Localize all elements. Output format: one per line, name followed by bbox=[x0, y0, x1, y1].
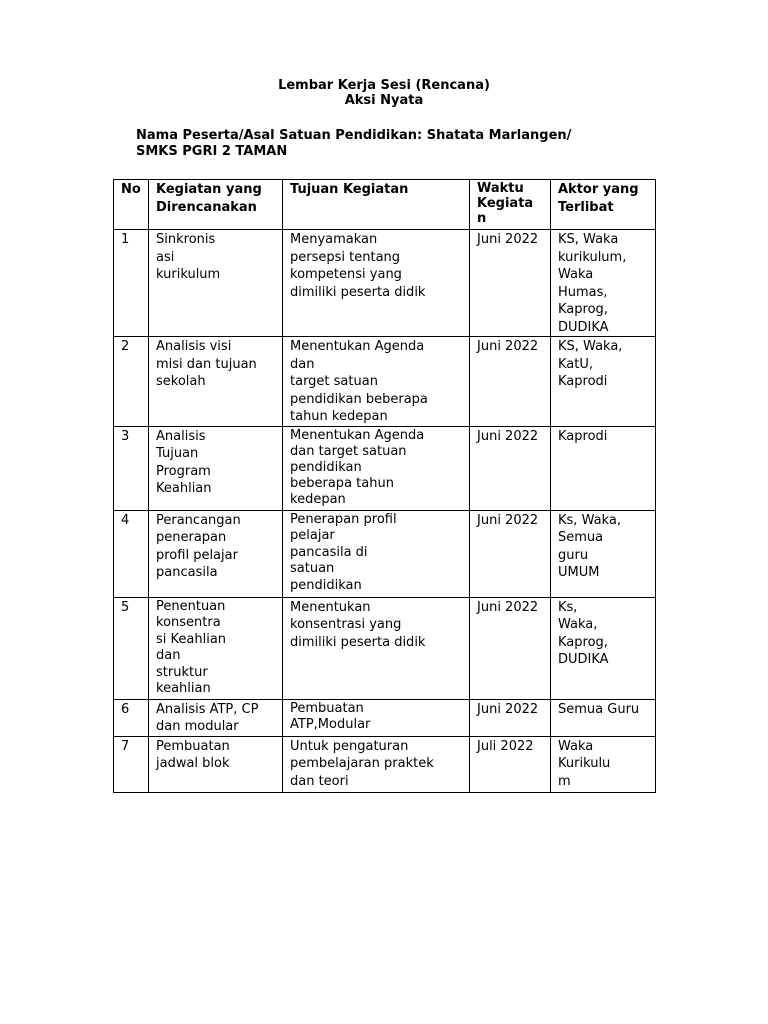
cell-waktu: Juni 2022 bbox=[470, 510, 551, 597]
cell-no: 6 bbox=[114, 699, 149, 736]
cell-tujuan: Menentukan Agenda dan target satuan pendidikan beberapa tahun kedepan bbox=[283, 337, 470, 427]
cell-kegiatan: Sinkronis asi kurikulum bbox=[149, 230, 283, 337]
cell-waktu: Juli 2022 bbox=[470, 736, 551, 792]
table-row bbox=[114, 510, 656, 597]
cell-aktor: Ks, Waka, Semua guru UMUM bbox=[551, 510, 656, 597]
cell-kegiatan: Analisis ATP, CP dan modular bbox=[149, 699, 283, 736]
cell-waktu: Juni 2022 bbox=[470, 230, 551, 337]
cell-aktor: Semua Guru bbox=[551, 699, 656, 736]
cell-waktu: Juni 2022 bbox=[470, 597, 551, 699]
cell-kegiatan: Analisis Tujuan Program Keahlian bbox=[149, 426, 283, 510]
header-tujuan: Tujuan Kegiatan bbox=[283, 180, 470, 230]
header-kegiatan: Kegiatan yang Direncanakan bbox=[149, 180, 283, 230]
header-aktor: Aktor yang Terlibat bbox=[551, 180, 656, 230]
activity-plan-table bbox=[113, 179, 656, 793]
cell-no: 3 bbox=[114, 426, 149, 510]
cell-no: 1 bbox=[114, 230, 149, 337]
cell-no: 4 bbox=[114, 510, 149, 597]
document-subtitle: Aksi Nyata bbox=[344, 93, 424, 108]
table-row bbox=[114, 699, 656, 736]
cell-kegiatan: Penentuan konsentra si Keahlian dan struktur keahlian bbox=[149, 597, 283, 699]
cell-waktu: Juni 2022 bbox=[470, 337, 551, 427]
cell-waktu: Juni 2022 bbox=[470, 699, 551, 736]
cell-kegiatan: Pembuatan jadwal blok bbox=[149, 736, 283, 792]
cell-waktu: Juni 2022 bbox=[470, 426, 551, 510]
table-row bbox=[114, 736, 656, 792]
cell-tujuan: Untuk pengaturan pembelajaran praktek dan teori bbox=[283, 736, 470, 792]
cell-aktor: KS, Waka, KatU, Kaprodi bbox=[551, 337, 656, 427]
cell-aktor: KS, Waka kurikulum, Waka Humas, Kaprog, DUDIKA bbox=[551, 230, 656, 337]
document-title: Lembar Kerja Sesi (Rencana) bbox=[278, 78, 490, 93]
header-no: No bbox=[114, 180, 149, 230]
cell-no: 2 bbox=[114, 337, 149, 427]
cell-tujuan: Pembuatan ATP,Modular bbox=[283, 699, 470, 736]
table-row bbox=[114, 337, 656, 427]
cell-aktor: Kaprodi bbox=[551, 426, 656, 510]
cell-aktor: Waka Kurikulu m bbox=[551, 736, 656, 792]
cell-no: 7 bbox=[114, 736, 149, 792]
header-waktu: Waktu Kegiata n bbox=[470, 180, 551, 230]
cell-aktor: Ks, Waka, Kaprog, DUDIKA bbox=[551, 597, 656, 699]
table-row bbox=[114, 597, 656, 699]
cell-tujuan: Menentukan Agenda dan target satuan pendidikan beberapa tahun kedepan bbox=[283, 426, 470, 510]
table-row bbox=[114, 230, 656, 337]
cell-no: 5 bbox=[114, 597, 149, 699]
cell-tujuan: Menentukan konsentrasi yang dimiliki peserta didik bbox=[283, 597, 470, 699]
cell-tujuan: Penerapan profil pelajar pancasila di satuan pendidikan bbox=[283, 510, 470, 597]
cell-kegiatan: Analisis visi misi dan tujuan sekolah bbox=[149, 337, 283, 427]
cell-kegiatan: Perancangan penerapan profil pelajar pancasila bbox=[149, 510, 283, 597]
cell-tujuan: Menyamakan persepsi tentang kompetensi yang dimiliki peserta didik bbox=[283, 230, 470, 337]
participant-info: Nama Peserta/Asal Satuan Pendidikan: Shatata Marlangen/ SMKS PGRI 2 TAMAN bbox=[136, 128, 572, 159]
table-row bbox=[114, 426, 656, 510]
